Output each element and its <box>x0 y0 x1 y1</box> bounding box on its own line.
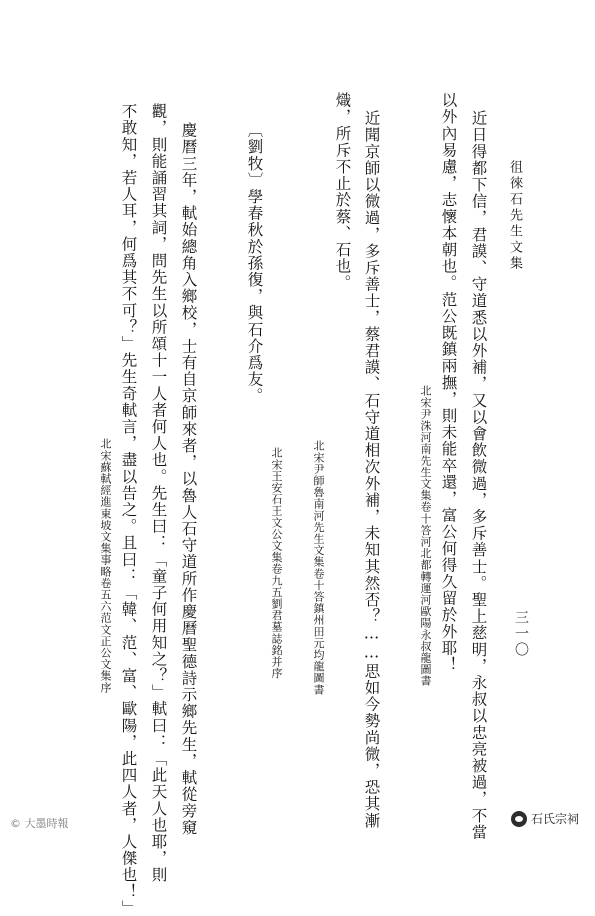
text-column: 〔劉牧〕學春秋於孫復，與石介爲友。 <box>245 122 264 405</box>
text-column: 近聞京師以微過，多斥善士，蔡君謨、石守道相次外補，未知其然否？……思如今勢尚微，恐其漸 <box>362 110 381 829</box>
text-column: 觀，則能誦習其詞，問先生以所頌十一人者何人也。先生曰：「童子何用知之？」軾曰：「此天人也耶，則 <box>149 103 168 884</box>
page-number: 三一〇 <box>513 610 529 658</box>
source-citation: 北宋尹洙河南先生文集卷十答河北都轉運河歐陽永叔龍圖書 <box>419 385 432 687</box>
text-column: 熾，所斥不止於蔡、石也。 <box>333 92 352 292</box>
watermark-right <box>511 810 579 827</box>
text-column: 近日得都下信，君謨、守道悉以外補，又以會飲微過，多斥善士。聖上慈明，永叔以忠亮被過，不當 <box>469 110 488 841</box>
watermark-right-label: 石氏宗祠 <box>530 812 579 826</box>
wechat-icon <box>511 811 527 827</box>
running-title: 徂徠石先生文集 <box>507 160 522 272</box>
source-citation: 北宋王安石王文公文集卷九五劉君墓誌銘并序 <box>270 447 283 679</box>
text-column: 慶曆三年，軾始總角入鄉校，士有自京師來者，以魯人石守道所作慶曆聖德詩示鄉先生，軾從旁窺 <box>179 122 198 836</box>
source-citation: 北宋尹師魯南河先生文集卷十答鎮州田元均龍圖書 <box>312 440 325 696</box>
text-column: 以外內易慮，志懷本朝也。范公既鎮兩撫，則未能卒還，富公何得久留於外耶！ <box>439 92 458 673</box>
source-citation: 北宋蘇軾經進東坡文集事略卷五六范文正公文集序 <box>99 438 112 694</box>
text-column: 不敢知，若人耳，何爲其不可？」先生奇軾言，盡以告之。且曰：「韓、范、富、歐陽，此四人者，人傑也！」 <box>119 103 138 916</box>
watermark-left: © 大墨時報 <box>10 817 69 830</box>
